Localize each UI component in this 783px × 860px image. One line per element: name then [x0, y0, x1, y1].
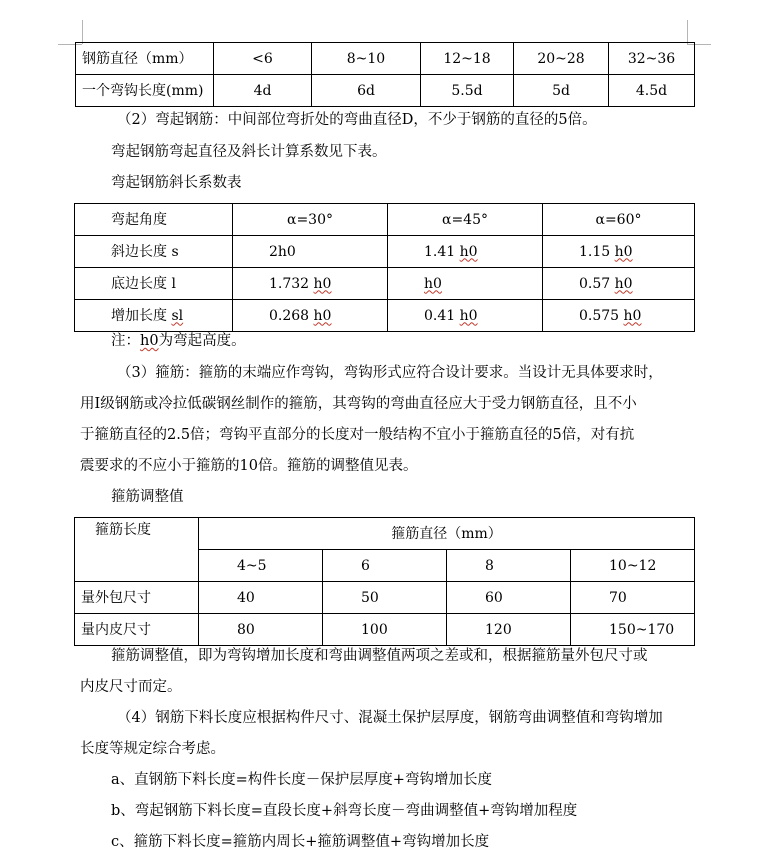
table-cell: 50 — [323, 582, 447, 614]
table-cell: 2h0 — [233, 236, 388, 268]
table-cell: 6 — [323, 550, 447, 582]
table-title: 弯起钢筋斜长系数表 — [111, 175, 242, 191]
table-cell: 8 — [447, 550, 571, 582]
table-cell: 32~36 — [609, 43, 695, 75]
table-cell: 120 — [447, 614, 571, 646]
table-row — [75, 204, 695, 236]
table-cell: 60 — [447, 582, 571, 614]
table-cell: 1.732 h0 — [233, 268, 388, 300]
table-cell: 80 — [199, 614, 323, 646]
table-cell: 0.268 h0 — [233, 300, 388, 332]
table-cell: α=30° — [233, 204, 388, 236]
table-cell: <6 — [214, 43, 312, 75]
table-cell: 4.5d — [609, 75, 695, 107]
table-cell: 底边长度 l — [75, 268, 233, 300]
formula-line: a、直钢筋下料长度=构件长度－保护层厚度+弯钩增加长度 — [111, 772, 492, 788]
table-cell: 0.575 h0 — [543, 300, 695, 332]
table-note: 注：h0为弯起高度。 — [111, 333, 246, 349]
hook-length-table — [75, 42, 695, 107]
table-cell: 40 — [199, 582, 323, 614]
table-cell: 100 — [323, 614, 447, 646]
table-row — [76, 43, 695, 75]
table-cell: 斜边长度 s — [75, 236, 233, 268]
table-cell: 10~12 — [571, 550, 695, 582]
table-cell: 6d — [312, 75, 421, 107]
table-cell: 12~18 — [421, 43, 514, 75]
table-cell: 量外包尺寸 — [75, 582, 199, 614]
table-cell: 5d — [514, 75, 609, 107]
paragraph-line: 于箍筋直径的2.5倍；弯钩平直部分的长度对一般结构不宜小于箍筋直径的5倍，对有抗 — [80, 427, 635, 443]
table-cell: 一个弯钩长度(mm) — [76, 75, 214, 107]
table-row — [75, 300, 695, 332]
table-row — [75, 582, 695, 614]
formula-line: b、弯起钢筋下料长度=直段长度+斜弯长度－弯曲调整值+弯钩增加程度 — [111, 803, 578, 819]
table-title: 箍筋调整值 — [111, 489, 184, 505]
margin-guide — [82, 20, 83, 44]
margin-guide — [687, 20, 688, 44]
table-cell: 20~28 — [514, 43, 609, 75]
table-cell: 箍筋直径（mm） — [199, 518, 695, 550]
paragraph-line: （4）钢筋下料长度应根据构件尺寸、混凝土保护层厚度，钢筋弯曲调整值和弯钩增加 — [117, 710, 663, 726]
table-row — [75, 268, 695, 300]
table-cell: 增加长度 sl — [75, 300, 233, 332]
table-row — [76, 75, 695, 107]
bent-bar-coefficient-table — [74, 203, 695, 332]
table-cell: 量内皮尺寸 — [75, 614, 199, 646]
paragraph: （2）弯起钢筋：中间部位弯折处的弯曲直径D，不少于钢筋的直径的5倍。 — [117, 112, 597, 128]
paragraph-line: （3）箍筋：箍筋的末端应作弯钩，弯钩形式应符合设计要求。当设计无具体要求时， — [117, 365, 663, 381]
table-cell: 0.41 h0 — [388, 300, 543, 332]
table-cell: α=45° — [388, 204, 543, 236]
paragraph-line: 用Ⅰ级钢筋或冷拉低碳钢丝制作的箍筋，其弯钩的弯曲直径应大于受力钢筋直径，且不小 — [80, 396, 637, 412]
paragraph-line: 长度等规定综合考虑。 — [80, 741, 225, 757]
table-cell: 70 — [571, 582, 695, 614]
formula-line: c、箍筋下料长度=箍筋内周长+箍筋调整值+弯钩增加长度 — [111, 834, 490, 850]
table-cell: 8~10 — [312, 43, 421, 75]
stirrup-adjustment-table — [74, 517, 695, 646]
table-row — [75, 236, 695, 268]
table-cell: α=60° — [543, 204, 695, 236]
table-cell: 4~5 — [199, 550, 323, 582]
table-cell: 1.41 h0 — [388, 236, 543, 268]
paragraph-line: 震要求的不应小于箍筋的10倍。箍筋的调整值见表。 — [80, 458, 418, 474]
table-cell: 150~170 — [571, 614, 695, 646]
table-cell: 4d — [214, 75, 312, 107]
table-row — [75, 614, 695, 646]
table-cell: 5.5d — [421, 75, 514, 107]
table-cell: h0 — [388, 268, 543, 300]
table-cell: 1.15 h0 — [543, 236, 695, 268]
table-cell: 0.57 h0 — [543, 268, 695, 300]
table-row — [75, 518, 695, 550]
paragraph: 弯起钢筋弯起直径及斜长计算系数见下表。 — [111, 144, 387, 160]
paragraph-line: 箍筋调整值，即为弯钩增加长度和弯曲调整值两项之差或和，根据箍筋量外包尺寸或 — [111, 648, 648, 664]
table-cell: 弯起角度 — [75, 204, 233, 236]
table-cell: 钢筋直径（mm） — [76, 43, 214, 75]
table-cell: 箍筋长度 — [75, 518, 199, 582]
paragraph-line: 内皮尺寸而定。 — [80, 679, 182, 695]
